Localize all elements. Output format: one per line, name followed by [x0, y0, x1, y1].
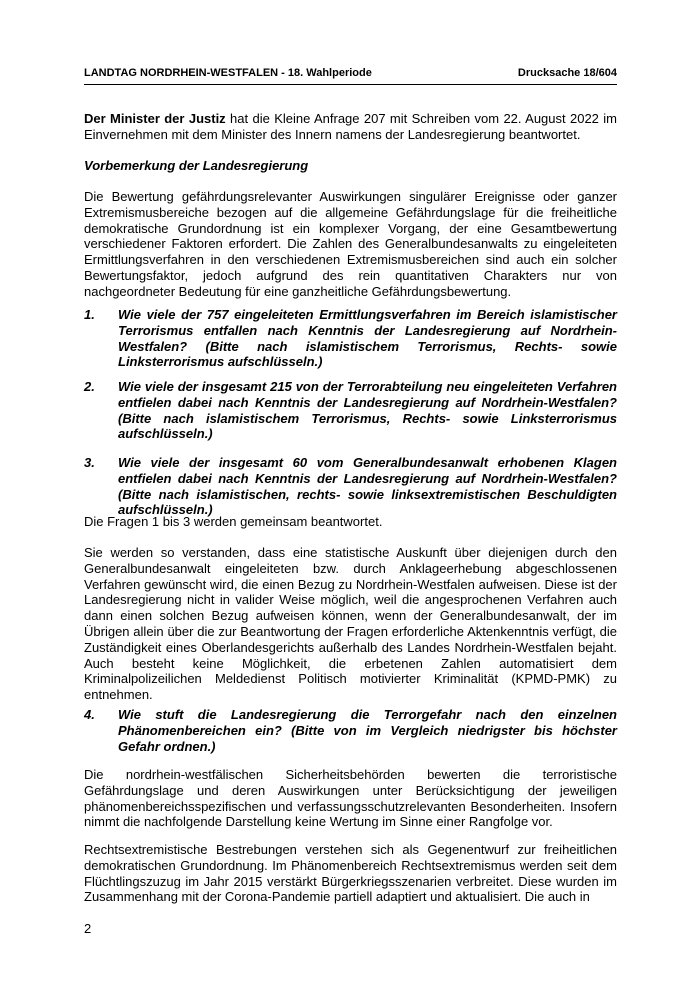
question-text: Wie stuft die Landesregierung die Terrorgefahr nach den einzelnen Phänomenbereichen ein? (Bitte von im Vergleich niedrigster bis höchster Gefahr ordnen.): [118, 707, 617, 754]
question-4: [84, 707, 617, 754]
prelim-body: Die Bewertung gefährdungsrelevanter Auswirkungen singulärer Ereignisse oder ganzer Extremismusbereiche bezogen auf die allgemeine Gefährdungslage für die freiheitliche demokratische Grundordnung ist ein komplexer Vorgang, der eine Gesamtbewertung verschiedener Faktoren erfordert. Die Zahlen des Generalbundesanwalts zu eingeleiteten Ermittlungsverfahren in den verschiedenen Extremismusbereichen sind auch ein solcher Bewertungsfaktor, jedoch aufgrund des rein quantitativen Charakters nur von nachgeordneter Bedeutung für eine ganzheitliche Gefährdungsbewertung.: [84, 189, 617, 299]
question-text: Wie viele der 757 eingeleiteten Ermittlungsverfahren im Bereich islamistischer Terrorismus entfallen nach Kenntnis der Landesregierung auf Nordrhein-Westfalen? (Bitte nach islamistischem Terrorismus, Rechts- sowie Linksterrorismus aufschlüsseln.): [118, 307, 617, 370]
question-number: 1.: [84, 307, 95, 322]
answer-4-paragraph-1: Die nordrhein-westfälischen Sicherheitsbehörden bewerten die terroristische Gefährdungslage und deren Auswirkungen unter Berücksichtigung der jeweiligen phänomenbereichsspezifischen und verfassungsschutzrelevanten Besonderheiten. Insofern nimmt die nachfolgende Darstellung keine Wertung im Sinne einer Rangfolge vor.: [84, 767, 617, 830]
answer-4-paragraph-2: Rechtsextremistische Bestrebungen verstehen sich als Gegenentwurf zur freiheitlichen demokratischen Grundordnung. Im Phänomenbereich Rechtsextremismus werden seit dem Flüchtlingszuzug im Jahr 2015 verstärkt Bürgerkriegsszenarien verbreitet. Diese wurden im Zusammenhang mit der Corona-Pandemie partiell adaptiert und aktualisiert. Die auch in: [84, 842, 617, 905]
question-number: 2.: [84, 379, 95, 394]
question-number: 3.: [84, 455, 95, 470]
answer-1-3-lead: Die Fragen 1 bis 3 werden gemeinsam beantwortet.: [84, 514, 383, 529]
header-title: LANDTAG NORDRHEIN-WESTFALEN - 18. Wahlperiode: [84, 67, 372, 79]
answer-1-3-body: Sie werden so verstanden, dass eine statistische Auskunft über diejenigen durch den Generalbundesanwalt eingeleiteten bzw. durch Anklageerhebung abgeschlossenen Verfahren gewünscht wird, die einen Bezug zu Nordrhein-Westfalen aufweisen. Diese ist der Landesregierung nicht in valider Weise möglich, weil die angesprochenen Verfahren auch dann einen solchen Bezug aufweisen können, wenn der Generalbundesanwalt, der im Übrigen allein über die zur Beantwortung der Fragen erforderliche Aktenkenntnis verfügt, die Zuständigkeit eines Oberlandesgerichts außerhalb des Landes Nordrhein-Westfalen bejaht. Auch besteht keine Möglichkeit, die erbetenen Zahlen automatisiert dem Kriminalpolizeilichen Meldedienst Politisch motivierter Kriminalität (KPMD-PMK) zu entnehmen.: [84, 545, 617, 703]
question-text: Wie viele der insgesamt 60 vom Generalbundesanwalt erhobenen Klagen entfielen dabei nach Kenntnis der Landesregierung auf Nordrhein-Westfalen? (Bitte nach islamistischen, rechts- sowie linksextremistischen Beschuldigten aufschlüsseln.): [118, 455, 617, 518]
question-number: 4.: [84, 707, 95, 722]
page-header: [84, 67, 617, 85]
intro-paragraph: [84, 111, 617, 143]
intro-minister: Der Minister der Justiz: [84, 111, 226, 126]
page-number: 2: [84, 921, 92, 936]
prelim-heading: Vorbemerkung der Landesregierung: [84, 158, 309, 173]
intro-text: hat die Kleine Anfrage 207 mit Schreiben vom 22. August 2022 im Einvernehmen mit dem Minister des Innern namens der Landesregierung beantwortet.: [84, 111, 617, 142]
question-2: [84, 379, 617, 442]
question-3: [84, 455, 617, 518]
header-document-number: Drucksache 18/604: [517, 67, 617, 79]
question-1: [84, 307, 617, 370]
question-text: Wie viele der insgesamt 215 von der Terrorabteilung neu eingeleiteten Verfahren entfielen dabei nach Kenntnis der Landesregierung auf Nordrhein-Westfalen? (Bitte nach islamistischem Terrorismus, Rechts- sowie Linksterrorismus aufschlüsseln.): [118, 379, 617, 442]
document-page: [84, 0, 617, 990]
